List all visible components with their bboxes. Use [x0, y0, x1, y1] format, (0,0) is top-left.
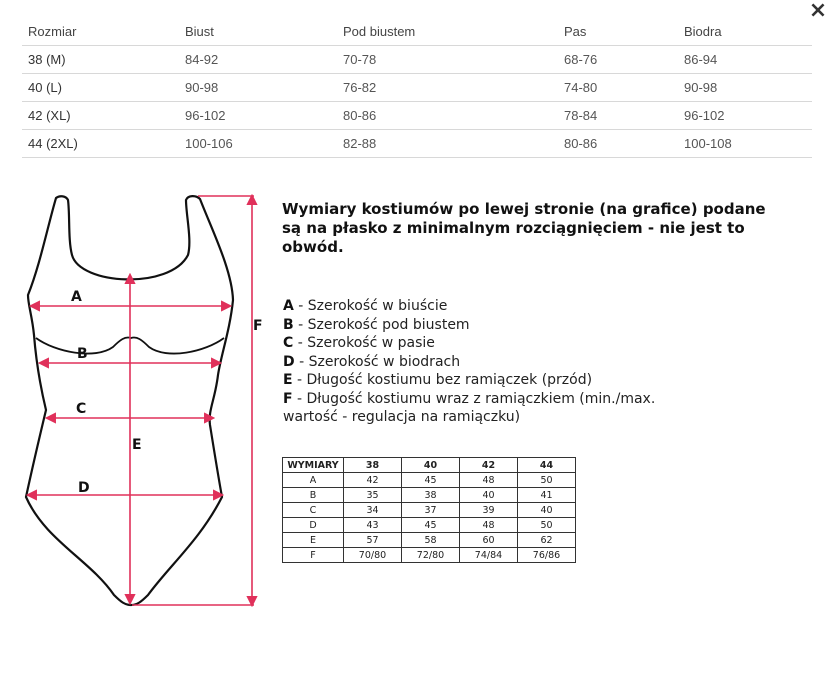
table-cell: 62: [518, 533, 576, 548]
table-cell: 96-102: [179, 102, 337, 130]
legend-text: - Długość kostiumu wraz z ramiączkiem (min./max. wartość - regulacja na ramiączku): [283, 390, 656, 425]
table-row: [22, 130, 812, 158]
table-cell: C: [283, 503, 344, 518]
table-cell: 80-86: [337, 102, 558, 130]
legend-text: - Szerokość w biuście: [293, 298, 448, 314]
table-cell: 45: [402, 473, 460, 488]
table-cell: 72/80: [402, 548, 460, 563]
table-header-cell: 44: [518, 458, 576, 473]
label-d: D: [78, 480, 90, 496]
table-cell: 38: [402, 488, 460, 503]
table-cell: 100-106: [179, 130, 337, 158]
label-f: F: [253, 318, 263, 334]
table-row: [283, 503, 576, 518]
legend-text: - Długość kostiumu bez ramiączek (przód): [292, 372, 593, 388]
table-cell: 74-80: [558, 74, 678, 102]
table-cell: 34: [344, 503, 402, 518]
header-biust: Biust: [179, 17, 337, 46]
table-header-cell: WYMIARY: [283, 458, 344, 473]
table-cell: 70/80: [344, 548, 402, 563]
dimensions-header-row: [283, 458, 576, 473]
table-cell: 45: [402, 518, 460, 533]
label-a: A: [71, 289, 82, 305]
measurement-legend: [283, 297, 803, 427]
table-cell: 80-86: [558, 130, 678, 158]
label-e: E: [132, 437, 142, 453]
size-table-header-row: [22, 17, 812, 46]
table-cell: 40: [460, 488, 518, 503]
table-row: [283, 548, 576, 563]
header-pas: Pas: [558, 17, 678, 46]
size-table: [22, 17, 812, 158]
header-rozmiar: Rozmiar: [22, 17, 179, 46]
table-cell: 38 (M): [22, 46, 179, 74]
table-row: [22, 102, 812, 130]
legend-item: [283, 297, 803, 316]
legend-key: B: [283, 316, 294, 333]
table-cell: 100-108: [678, 130, 812, 158]
table-cell: 40: [518, 503, 576, 518]
table-cell: 39: [460, 503, 518, 518]
header-pod-biustem: Pod biustem: [337, 17, 558, 46]
table-header-cell: 42: [460, 458, 518, 473]
table-row: [283, 488, 576, 503]
legend-text: - Szerokość w pasie: [293, 335, 435, 351]
label-c: C: [76, 401, 87, 417]
table-cell: 57: [344, 533, 402, 548]
table-cell: 82-88: [337, 130, 558, 158]
legend-key: F: [283, 390, 293, 407]
legend-key: C: [283, 335, 294, 351]
table-cell: 42 (XL): [22, 102, 179, 130]
legend-key: E: [283, 372, 293, 388]
table-row: [283, 518, 576, 533]
table-header-cell: 40: [402, 458, 460, 473]
table-header-cell: 38: [344, 458, 402, 473]
table-cell: 96-102: [678, 102, 812, 130]
table-cell: 44 (2XL): [22, 130, 179, 158]
table-cell: 84-92: [179, 46, 337, 74]
table-cell: 68-76: [558, 46, 678, 74]
table-cell: 76-82: [337, 74, 558, 102]
table-cell: 70-78: [337, 46, 558, 74]
legend-key: A: [283, 298, 294, 314]
legend-text: - Szerokość pod biustem: [293, 316, 470, 333]
table-row: [22, 74, 812, 102]
table-cell: 48: [460, 473, 518, 488]
table-cell: 76/86: [518, 548, 576, 563]
table-cell: 90-98: [678, 74, 812, 102]
table-cell: 48: [460, 518, 518, 533]
measurement-note: Wymiary kostiumów po lewej stronie (na grafice) podane są na płasko z minimalnym rozciągnięciem - nie jest to obwód.: [282, 200, 766, 256]
table-cell: F: [283, 548, 344, 563]
table-cell: 78-84: [558, 102, 678, 130]
table-cell: 43: [344, 518, 402, 533]
table-cell: A: [283, 473, 344, 488]
close-button[interactable]: ×: [808, 0, 828, 23]
legend-text: - Szerokość w biodrach: [294, 353, 461, 370]
legend-item: [283, 316, 803, 335]
table-cell: 35: [344, 488, 402, 503]
table-row: [22, 46, 812, 74]
table-cell: 60: [460, 533, 518, 548]
legend-key: D: [283, 353, 295, 370]
table-cell: B: [283, 488, 344, 503]
label-b: B: [77, 346, 88, 362]
table-cell: 50: [518, 518, 576, 533]
table-row: [283, 473, 576, 488]
table-cell: 74/84: [460, 548, 518, 563]
table-cell: 50: [518, 473, 576, 488]
table-cell: D: [283, 518, 344, 533]
header-biodra: Biodra: [678, 17, 812, 46]
legend-item: [283, 390, 683, 427]
table-cell: 58: [402, 533, 460, 548]
legend-item: [283, 353, 803, 372]
swimsuit-diagram: [0, 180, 280, 620]
table-cell: 40 (L): [22, 74, 179, 102]
table-cell: 41: [518, 488, 576, 503]
dimensions-table: [282, 457, 576, 563]
legend-item: [283, 371, 803, 390]
table-row: [283, 533, 576, 548]
table-cell: 86-94: [678, 46, 812, 74]
table-cell: 37: [402, 503, 460, 518]
table-cell: 42: [344, 473, 402, 488]
table-cell: E: [283, 533, 344, 548]
legend-item: [283, 334, 803, 353]
table-cell: 90-98: [179, 74, 337, 102]
